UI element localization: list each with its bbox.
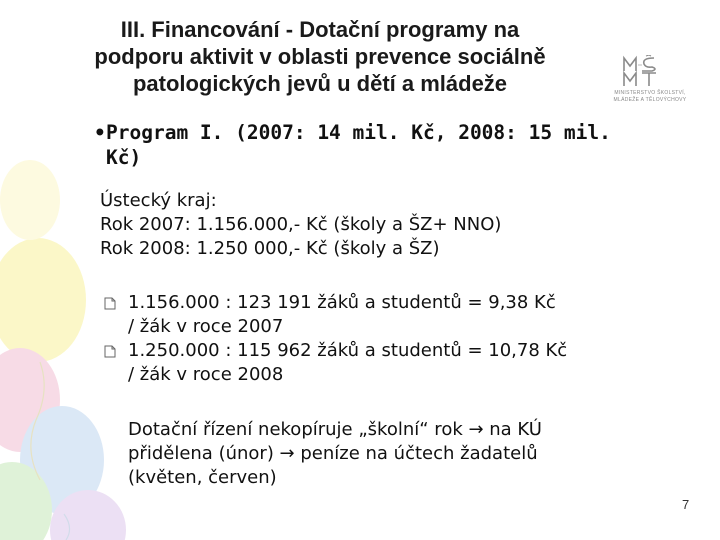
- region-heading: Ústecký kraj:: [100, 190, 217, 211]
- stats-list: [104, 291, 704, 387]
- msmt-logo: [600, 55, 700, 105]
- document-icon: [104, 297, 116, 310]
- program-bullet: [94, 120, 706, 170]
- note-line: přidělena (únor) → peníze na účtech žadatelů: [128, 443, 538, 464]
- stat-line: 1.156.000 : 123 191 žáků a studentů = 9,38 Kč: [128, 292, 556, 313]
- note-line: (květen, červen): [128, 467, 277, 488]
- logo-caption: MINISTERSTVO ŠKOLSTVÍ,: [614, 90, 686, 96]
- stat-item: [104, 291, 704, 339]
- region-block: [100, 189, 700, 261]
- balloon-yellow: [0, 238, 86, 362]
- stat-line: / žák v roce 2008: [128, 364, 284, 385]
- bullet-dot: •: [94, 121, 106, 144]
- region-year-2007: Rok 2007: 1.156.000,- Kč (školy a ŠZ+ NNO): [100, 214, 502, 235]
- document-icon: [104, 345, 116, 358]
- title-line: III. Financování - Dotační programy na: [120, 17, 520, 42]
- program-line: Program I. (2007: 14 mil. Kč, 2008: 15 mil.: [106, 121, 611, 144]
- region-year-2008: Rok 2008: 1.250 000,- Kč (školy a ŠZ): [100, 238, 440, 259]
- note-line: Dotační řízení nekopíruje „školní“ rok → na KÚ: [128, 419, 542, 440]
- logo-caption: MLÁDEŽE A TĚLOVÝCHOVY: [613, 97, 687, 103]
- slide-title: [40, 16, 600, 97]
- stat-item: [104, 339, 704, 387]
- stat-line: 1.250.000 : 115 962 žáků a studentů = 10,78 Kč: [128, 340, 568, 361]
- program-line: Kč): [106, 146, 142, 169]
- balloon-yellow-small: [0, 160, 60, 240]
- page-number: 7: [682, 497, 690, 512]
- title-line: patologických jevů u dětí a mládeže: [132, 71, 508, 96]
- msmt-logo-icon: [600, 55, 700, 89]
- title-line: podporu aktivit v oblasti prevence sociálně: [94, 44, 546, 69]
- stat-line: / žák v roce 2007: [128, 316, 284, 337]
- funding-note: [128, 418, 698, 490]
